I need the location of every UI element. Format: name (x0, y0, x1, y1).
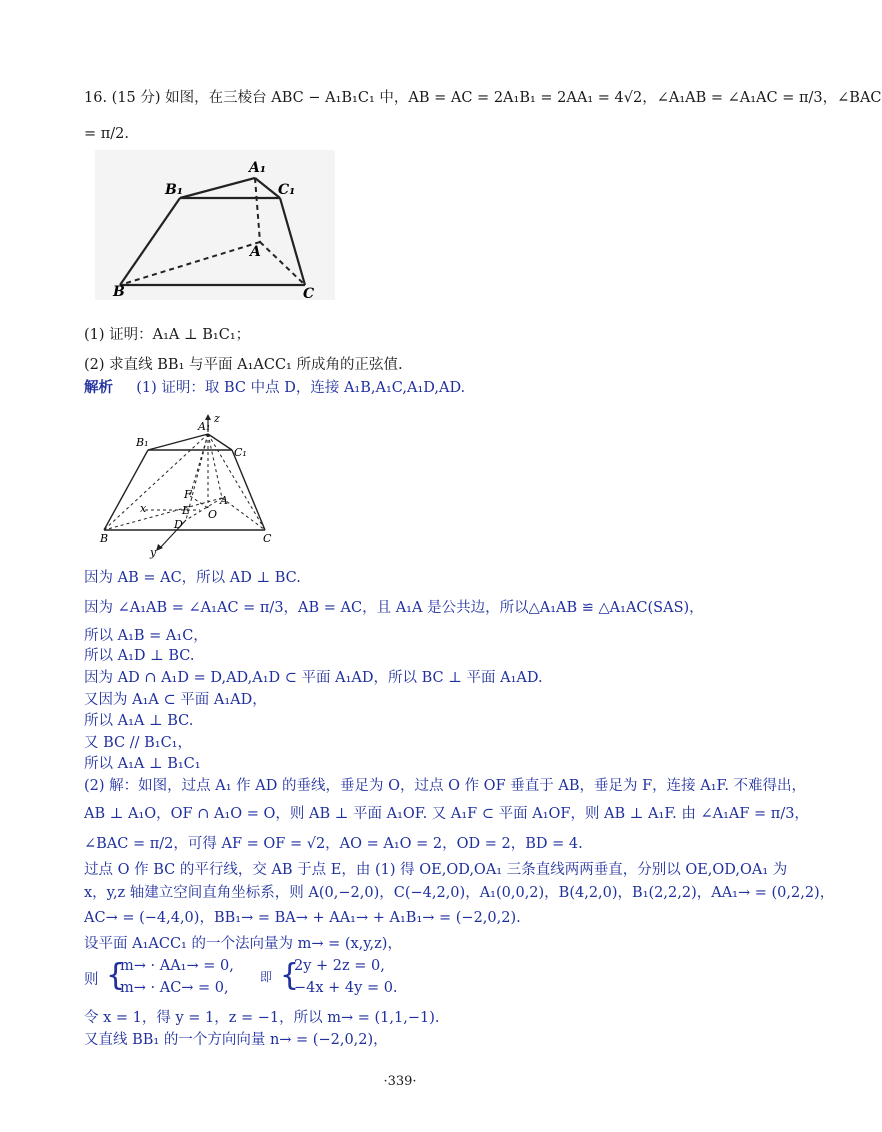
solution-line: x，y,z 轴建立空间直角坐标系，则 A(0,−2,0)，C(−4,2,0)，A₁(0,0,2)，B(4,2,0)，B₁(2,2,2)，AA₁→ = (0,2,2)， (84, 885, 835, 901)
fig2-label-c: C (263, 532, 272, 545)
solution-line: AB ⊥ A₁O，OF ∩ A₁O = O，则 AB ⊥ 平面 A₁OF. 又 A₁F ⊂ 平面 A₁OF，则 AB ⊥ A₁F. 由 ∠A₁AF = π/3， (84, 806, 809, 822)
solution-line: ∠BAC = π/2，可得 AF = OF = √2，AO = A₁O = 2，OD = 2，BD = 4. (84, 836, 583, 852)
solution-intro-line (84, 378, 465, 398)
fig2-label-b1: B₁ (136, 436, 149, 449)
fig1-label-c1: C₁ (278, 182, 296, 198)
solution-line: 过点 O 作 BC 的平行线，交 AB 于点 E，由 (1) 得 OE,OD,OA₁ 三条直线两两垂直，分别以 OE,OD,OA₁ 为 (84, 862, 788, 878)
figure-background (95, 150, 335, 300)
problem-statement-line-2: = π/2. (84, 126, 130, 142)
left-brace: { (106, 958, 126, 993)
system-eq-3: 2y + 2z = 0, (294, 958, 385, 974)
fig2-label-x: x (140, 502, 147, 515)
system-prefix: 则 (84, 972, 99, 988)
page-number: ·339· (383, 1074, 417, 1089)
frustum-figure (95, 150, 335, 300)
fig1-label-a: A (250, 244, 261, 260)
solution-line: AC→ = (−4,4,0)，BB₁→ = BA→ + AA₁→ + A₁B₁→ = (−2,0,2). (84, 910, 521, 926)
solution-line: 又直线 BB₁ 的一个方向向量 n→ = (−2,0,2)， (84, 1032, 388, 1048)
fig2-label-y: y (150, 546, 157, 559)
solution-heading: 解析 (84, 379, 113, 396)
fig2-label-a1: A₁ (198, 420, 211, 433)
solution-line: 又因为 A₁A ⊂ 平面 A₁AD， (84, 692, 267, 708)
edge-a1-c1 (208, 434, 232, 450)
fig2-label-o: O (208, 508, 218, 521)
solution-line: 因为 AB = AC，所以 AD ⊥ BC. (84, 570, 301, 586)
fig2-label-f: F (184, 488, 192, 501)
equation-system (84, 956, 444, 1002)
system-mid: 即 (260, 970, 273, 984)
solution-line: 因为 ∠A₁AB = ∠A₁AC = π/3，AB = AC，且 A₁A 是公共边，所以△A₁AB ≌ △A₁AC(SAS)， (84, 600, 704, 616)
solution-line: 所以 A₁B = A₁C， (84, 628, 208, 644)
system-eq-1: m→ · AA₁→ = 0, (120, 958, 234, 974)
solution-line: (2) 解：如图，过点 A₁ 作 AD 的垂线，垂足为 O，过点 O 作 OF 垂直于 AB，垂足为 F，连接 A₁F. 不难得出， (84, 778, 807, 794)
solution-line: 所以 A₁D ⊥ BC. (84, 648, 195, 664)
edge-c1-c (232, 450, 265, 530)
fig2-label-b: B (100, 532, 109, 545)
solution-line: 令 x = 1，得 y = 1，z = −1，所以 m→ = (1,1,−1). (84, 1010, 440, 1026)
problem-statement-line-1: 16. (15 分) 如图，在三棱台 ABC − A₁B₁C₁ 中，AB = AC = 2A₁B₁ = 2AA₁ = 4√2，∠A₁AB = ∠A₁AC = π/3，∠BAC (84, 90, 882, 106)
system-eq-4: −4x + 4y = 0. (294, 980, 398, 996)
solution-intro: (1) 证明：取 BC 中点 D，连接 A₁B,A₁C,A₁D,AD. (136, 380, 466, 396)
solution-line: 所以 A₁A ⊥ B₁C₁ (84, 756, 201, 772)
question-2: (2) 求直线 BB₁ 与平面 A₁ACC₁ 所成角的正弦值. (84, 357, 403, 373)
fig1-label-b1: B₁ (165, 182, 183, 198)
fig1-label-b: B (113, 284, 125, 300)
edge-b1-b (104, 450, 148, 530)
fig2-label-e: E (182, 504, 191, 517)
fig2-label-c1: C₁ (234, 446, 247, 459)
fig2-label-d: D (174, 518, 183, 531)
fig1-label-c: C (303, 286, 315, 302)
solution-line: 又 BC // B₁C₁， (84, 735, 192, 751)
solution-line: 因为 AD ∩ A₁D = D,AD,A₁D ⊂ 平面 A₁AD，所以 BC ⊥ 平面 A₁AD. (84, 670, 543, 686)
fig2-label-a: A (220, 494, 228, 507)
fig2-label-z: z (214, 412, 220, 425)
left-brace-2: { (280, 958, 300, 993)
coordinate-figure (100, 408, 280, 560)
solution-line: 所以 A₁A ⊥ BC. (84, 713, 194, 729)
fig1-label-a1: A₁ (249, 160, 266, 176)
solution-line: 设平面 A₁ACC₁ 的一个法向量为 m→ = (x,y,z)， (84, 936, 402, 952)
question-1: (1) 证明：A₁A ⊥ B₁C₁； (84, 327, 251, 343)
system-eq-2: m→ · AC→ = 0, (120, 980, 229, 996)
